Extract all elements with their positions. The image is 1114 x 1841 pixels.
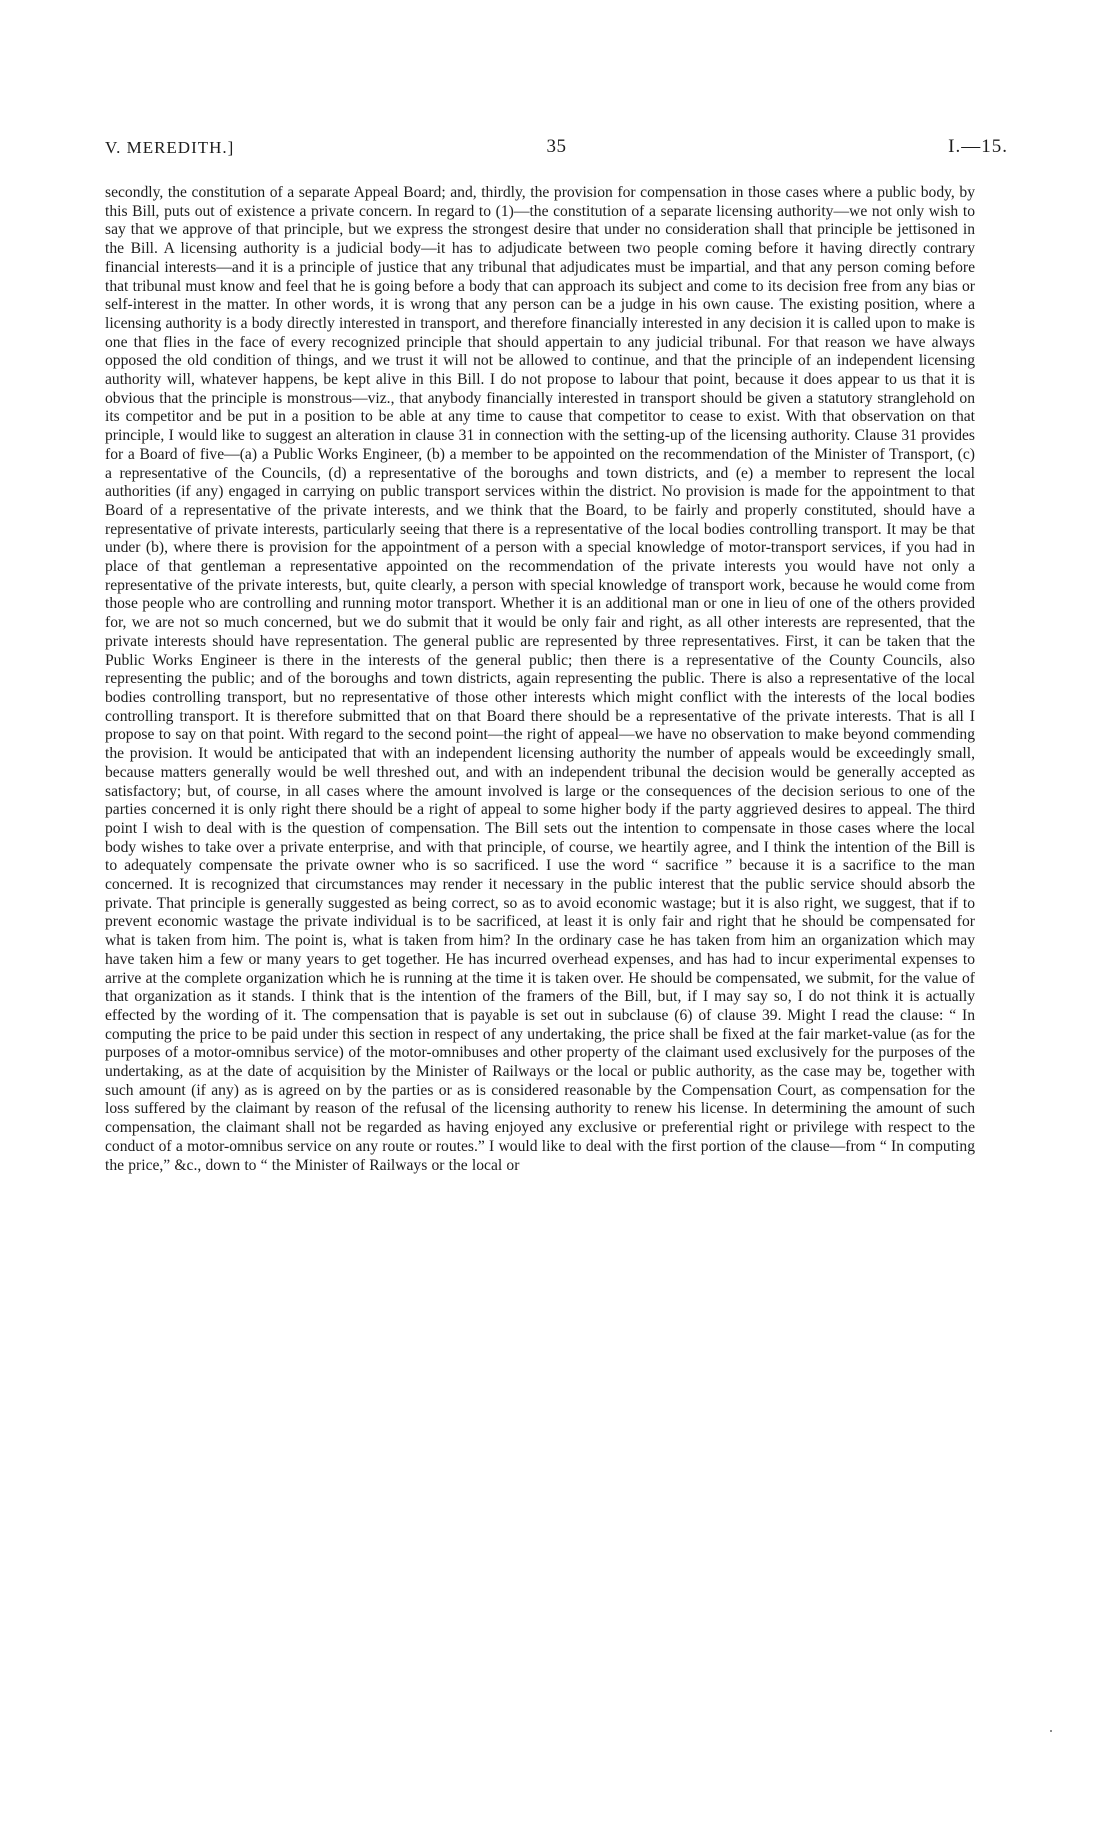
document-reference: I.—15. — [948, 136, 1008, 157]
page-number: 35 — [546, 136, 567, 157]
header-speaker: V. MEREDITH.] — [105, 138, 235, 157]
paragraph: secondly, the constitution of a separate Appeal Board; and, thirdly, the provision for compensation in those cases where a public body, by this Bill, puts out of existence a private concern. In regard to (1)—the constitution of a separate licensing authority—we not only wish to say that we approve of that principle, but we express the strongest desire that under no consideration shall that principle be jettisoned in the Bill. A licensing authority is a judicial body—it has to adjudicate between two people coming before it having directly contrary financial interests—and it is a principle of justice that any tribunal that adjudicates must be impartial, and that any person coming before that tribunal must know and feel that he is going before a body that can approach its subject and come to its decision free from any bias or self-interest in the matter. In other words, it is wrong that any person can be a judge in his own cause. The existing position, where a licensing authority is a body directly interested in transport, and therefore financially interested in any decision it is called upon to make is one that flies in the face of every recognized principle that should appertain to any judicial tribunal. For that reason we have always opposed the old condition of things, and we trust it will not be allowed to continue, and that the principle of an independent licensing authority will, whatever happens, be kept alive in this Bill. I do not propose to labour that point, because it does appear to us that it is obvious that the principle is monstrous—viz., that anybody financially interested in transport should be given a statutory stranglehold on its competitor and be put in a position to be able at any time to cause that competitor to cease to exist. With that observation on that principle, I would like to suggest an alteration in clause 31 in connection with the setting-up of the licensing authority. Clause 31 provides for a Board of five—(a) a Public Works Engineer, (b) a member to be appointed on the recommendation of the Minister of Transport, (c) a representative of the Councils, (d) a representative of the boroughs and town districts, and (e) a member to represent the local authorities (if any) engaged in carrying on public transport services within the district. No provision is made for the appointment to that Board of a representative of the private interests, and we think that the Board, to be fairly and properly constituted, should have a representative of private interests, particularly seeing that there is a representative of the local bodies controlling transport. It may be that under (b), where there is provision for the appointment of a person with a special knowledge of motor-transport services, if you had in place of that gentleman a representative appointed on the recommendation of the private interests you would have not only a representative of the private interests, but, quite clearly, a person with special knowledge of transport work, because he would come from those people who are controlling and running motor transport. Whether it is an additional man or one in lieu of one of the others provided for, we are not so much concerned, but we do submit that it would be only fair and right, as all other interests are represented, that the private interests should have representation. The general public are represented by three representatives. First, it can be taken that the Public Works Engineer is there in the interests of the general public; then there is a representative of the County Councils, also representing the public; and of the boroughs and town districts, again representing the public. There is also a representative of the local bodies controlling transport, but no representative of those other interests which might conflict with the interests of the local bodies controlling transport. It is therefore submitted that on that Board there should be a representative of the private interests. That is all I propose to say on that point. With regard to the second point—the right of appeal—we have no observation to make beyond commending the provision. It would be anticipated that with an independent licensing authority the number of appeals would be exceedingly small, because matters generally would be well threshed out, and with an independent tribunal the decision would be generally accepted as satisfactory; but, of course, in all cases where the amount involved is large or the consequences of the decision serious to one of the parties concerned it is only right there should be a right of appeal to some higher body if the party aggrieved desires to appeal. The third point I wish to deal with is the question of compensation. The Bill sets out the intention to compensate in those cases where the local body wishes to take over a private enterprise, and with that principle, of course, we heartily agree, and I think the intention of the Bill is to adequately compensate the private owner who is so sacrificed. I use the word “ sacrifice ” because it is a sacrifice to the man concerned. It is recognized that circumstances may render it necessary in the public interest that the public service should absorb the private. That principle is generally suggested as being correct, so as to avoid economic wastage; but it is also right, we suggest, that if to prevent economic wastage the private individual is to be sacrificed, at least it is only fair and right that he should be compensated for what is taken from him. The point is, what is taken from him? In the ordinary case he has taken from him an organization which may have taken him a few or many years to get together. He has incurred overhead expenses, and has had to incur experimental expenses to arrive at the complete organization which he is running at the time it is taken over. He should be compensated, we submit, for the value of that organization as it stands. I think that is the intention of the framers of the Bill, but, if I may say so, I do not think it is actually effected by the wording of it. The compensation that is payable is set out in subclause (6) of clause 39. Might I read the clause: “ In computing the price to be paid under this section in respect of any undertaking, the price shall be fixed at the fair market-value (as for the purposes of a motor-omnibus service) of the motor-omnibuses and other property of the claimant used exclusively for the purposes of the undertaking, as at the date of acquisition by the Minister of Railways or the local or public authority, as the case may be, together with such amount (if any) as is agreed on by the parties or as is considered reasonable by the Compensation Court, as compensation for the loss suffered by the claimant by reason of the refusal of the licensing authority to renew his license. In determining the amount of such compensation, the claimant shall not be regarded as having enjoyed any exclusive or preferential right or privilege with respect to the conduct of a motor-omnibus service on any route or routes.” I would like to deal with the first portion of the clause—from “ In computing the price,” &c., down to “ the Minister of Railways or the local or — [105, 184, 975, 1174]
scan-speck — [1050, 1730, 1052, 1732]
body-text — [105, 184, 975, 1175]
page-header — [105, 136, 1008, 164]
